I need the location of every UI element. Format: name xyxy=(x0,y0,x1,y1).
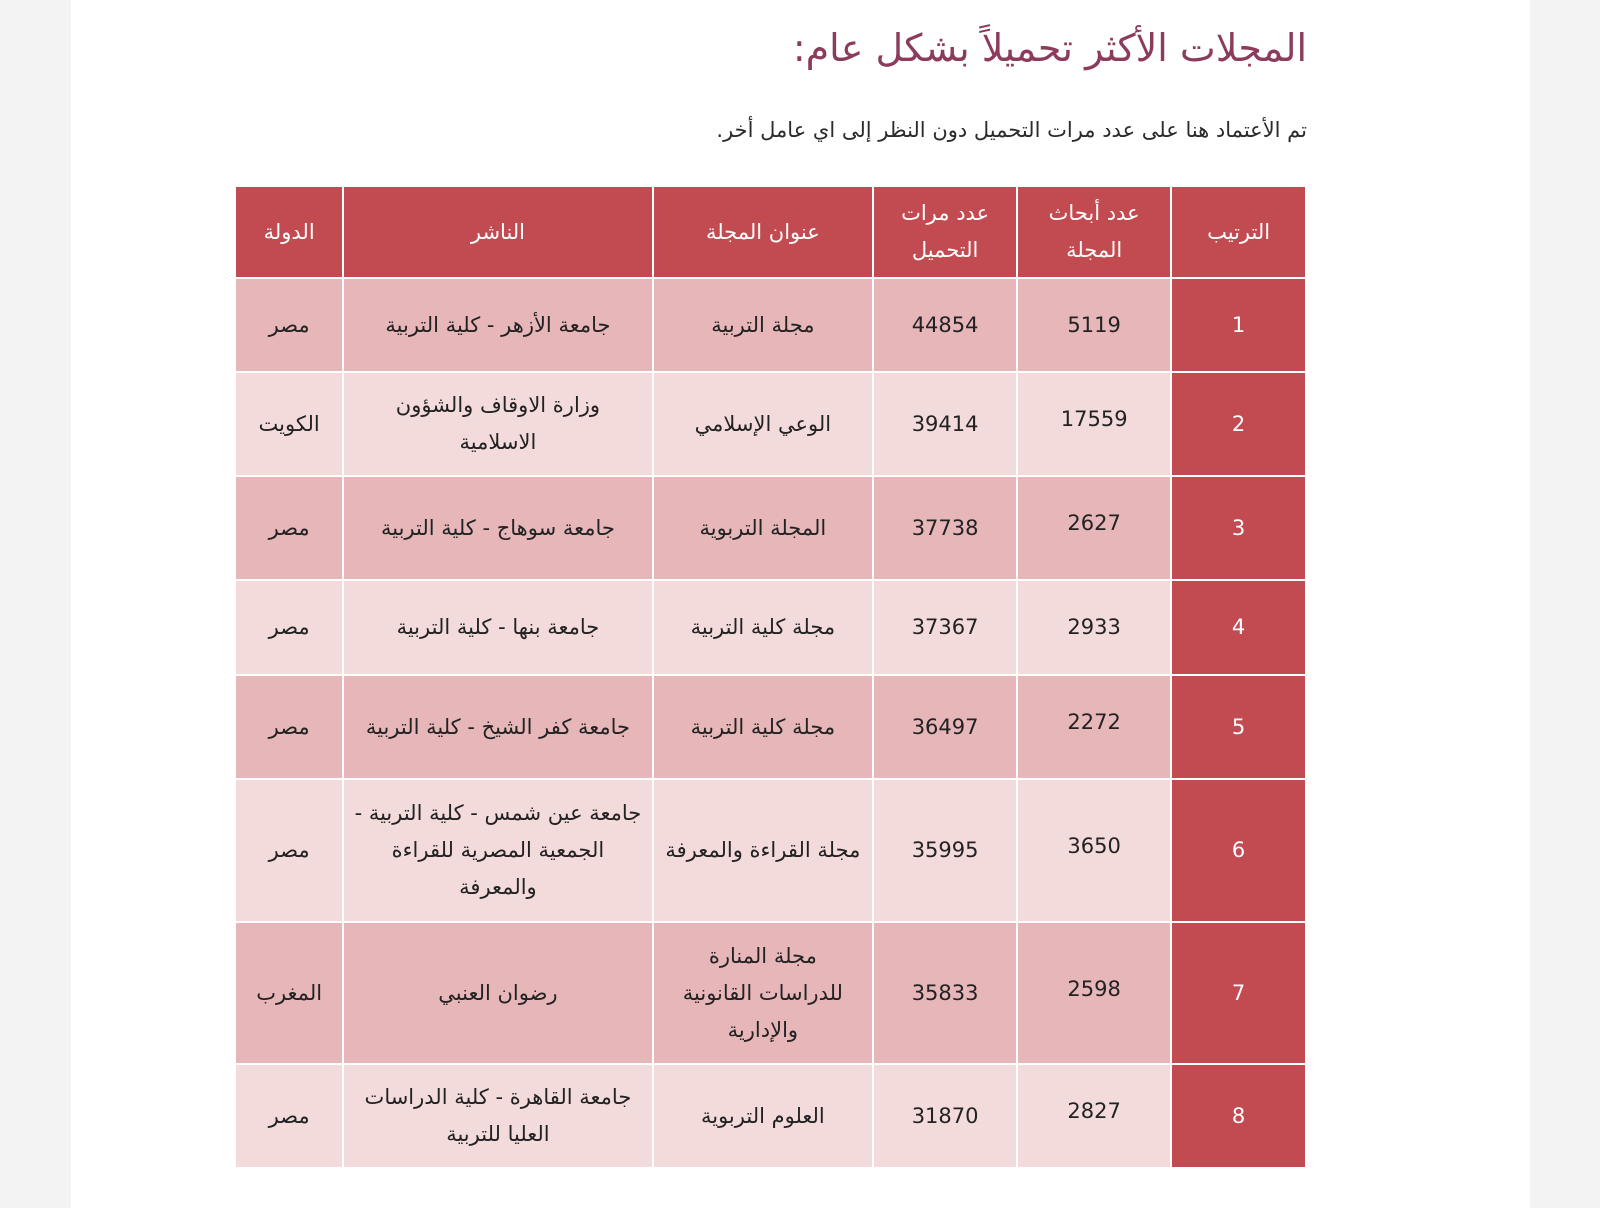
cell-research-count: 2933 xyxy=(1017,580,1171,675)
cell-country: مصر xyxy=(235,476,343,580)
cell-country: المغرب xyxy=(235,922,343,1064)
cell-journal-title: مجلة المنارة للدراسات القانونية والإدارية xyxy=(653,922,874,1064)
header-journal-title: عنوان المجلة xyxy=(653,186,874,278)
header-research-count: عدد أبحاث المجلة xyxy=(1017,186,1171,278)
cell-country: مصر xyxy=(235,675,343,779)
cell-journal-title: مجلة القراءة والمعرفة xyxy=(653,779,874,922)
cell-publisher: جامعة القاهرة - كلية الدراسات العليا للتربية xyxy=(343,1064,652,1168)
cell-publisher: جامعة بنها - كلية التربية xyxy=(343,580,652,675)
cell-rank: 8 xyxy=(1171,1064,1306,1168)
cell-rank: 5 xyxy=(1171,675,1306,779)
cell-research-count: 5119 xyxy=(1017,278,1171,372)
cell-journal-title: العلوم التربوية xyxy=(653,1064,874,1168)
cell-country: مصر xyxy=(235,278,343,372)
cell-rank: 6 xyxy=(1171,779,1306,922)
cell-research-count: 17559 xyxy=(1017,372,1171,476)
page-title: المجلات الأكثر تحميلاً بشكل عام: xyxy=(792,26,1307,70)
header-publisher: الناشر xyxy=(343,186,652,278)
cell-publisher: جامعة كفر الشيخ - كلية التربية xyxy=(343,675,652,779)
cell-research-count: 2827 xyxy=(1017,1064,1171,1168)
table-row xyxy=(235,372,1306,476)
table-header-row xyxy=(235,186,1306,278)
cell-rank: 2 xyxy=(1171,372,1306,476)
cell-journal-title: المجلة التربوية xyxy=(653,476,874,580)
document-page xyxy=(71,0,1530,1208)
cell-country: مصر xyxy=(235,779,343,922)
header-download-count: عدد مرات التحميل xyxy=(873,186,1017,278)
table-row xyxy=(235,278,1306,372)
cell-download-count: 37367 xyxy=(873,580,1017,675)
cell-publisher: جامعة عين شمس - كلية التربية - الجمعية المصرية للقراءة والمعرفة xyxy=(343,779,652,922)
cell-download-count: 35995 xyxy=(873,779,1017,922)
cell-download-count: 31870 xyxy=(873,1064,1017,1168)
cell-publisher: وزارة الاوقاف والشؤون الاسلامية xyxy=(343,372,652,476)
cell-journal-title: مجلة كلية التربية xyxy=(653,580,874,675)
table-row xyxy=(235,779,1306,922)
cell-rank: 3 xyxy=(1171,476,1306,580)
cell-publisher: رضوان العنبي xyxy=(343,922,652,1064)
intro-paragraph: تم الأعتماد هنا على عدد مرات التحميل دون النظر إلى اي عامل أخر. xyxy=(716,118,1307,142)
cell-rank: 7 xyxy=(1171,922,1306,1064)
cell-download-count: 44854 xyxy=(873,278,1017,372)
table-row xyxy=(235,922,1306,1064)
cell-download-count: 39414 xyxy=(873,372,1017,476)
cell-rank: 1 xyxy=(1171,278,1306,372)
cell-country: مصر xyxy=(235,580,343,675)
table-row xyxy=(235,476,1306,580)
cell-research-count: 3650 xyxy=(1017,779,1171,922)
cell-research-count: 2627 xyxy=(1017,476,1171,580)
cell-journal-title: مجلة التربية xyxy=(653,278,874,372)
cell-country: الكويت xyxy=(235,372,343,476)
cell-rank: 4 xyxy=(1171,580,1306,675)
header-rank: الترتيب xyxy=(1171,186,1306,278)
cell-research-count: 2272 xyxy=(1017,675,1171,779)
cell-download-count: 37738 xyxy=(873,476,1017,580)
cell-journal-title: الوعي الإسلامي xyxy=(653,372,874,476)
cell-download-count: 35833 xyxy=(873,922,1017,1064)
journals-table xyxy=(234,185,1307,1169)
cell-publisher: جامعة سوهاج - كلية التربية xyxy=(343,476,652,580)
cell-journal-title: مجلة كلية التربية xyxy=(653,675,874,779)
table-row xyxy=(235,1064,1306,1168)
table-row xyxy=(235,580,1306,675)
cell-research-count: 2598 xyxy=(1017,922,1171,1064)
cell-download-count: 36497 xyxy=(873,675,1017,779)
table-row xyxy=(235,675,1306,779)
header-country: الدولة xyxy=(235,186,343,278)
cell-publisher: جامعة الأزهر - كلية التربية xyxy=(343,278,652,372)
cell-country: مصر xyxy=(235,1064,343,1168)
